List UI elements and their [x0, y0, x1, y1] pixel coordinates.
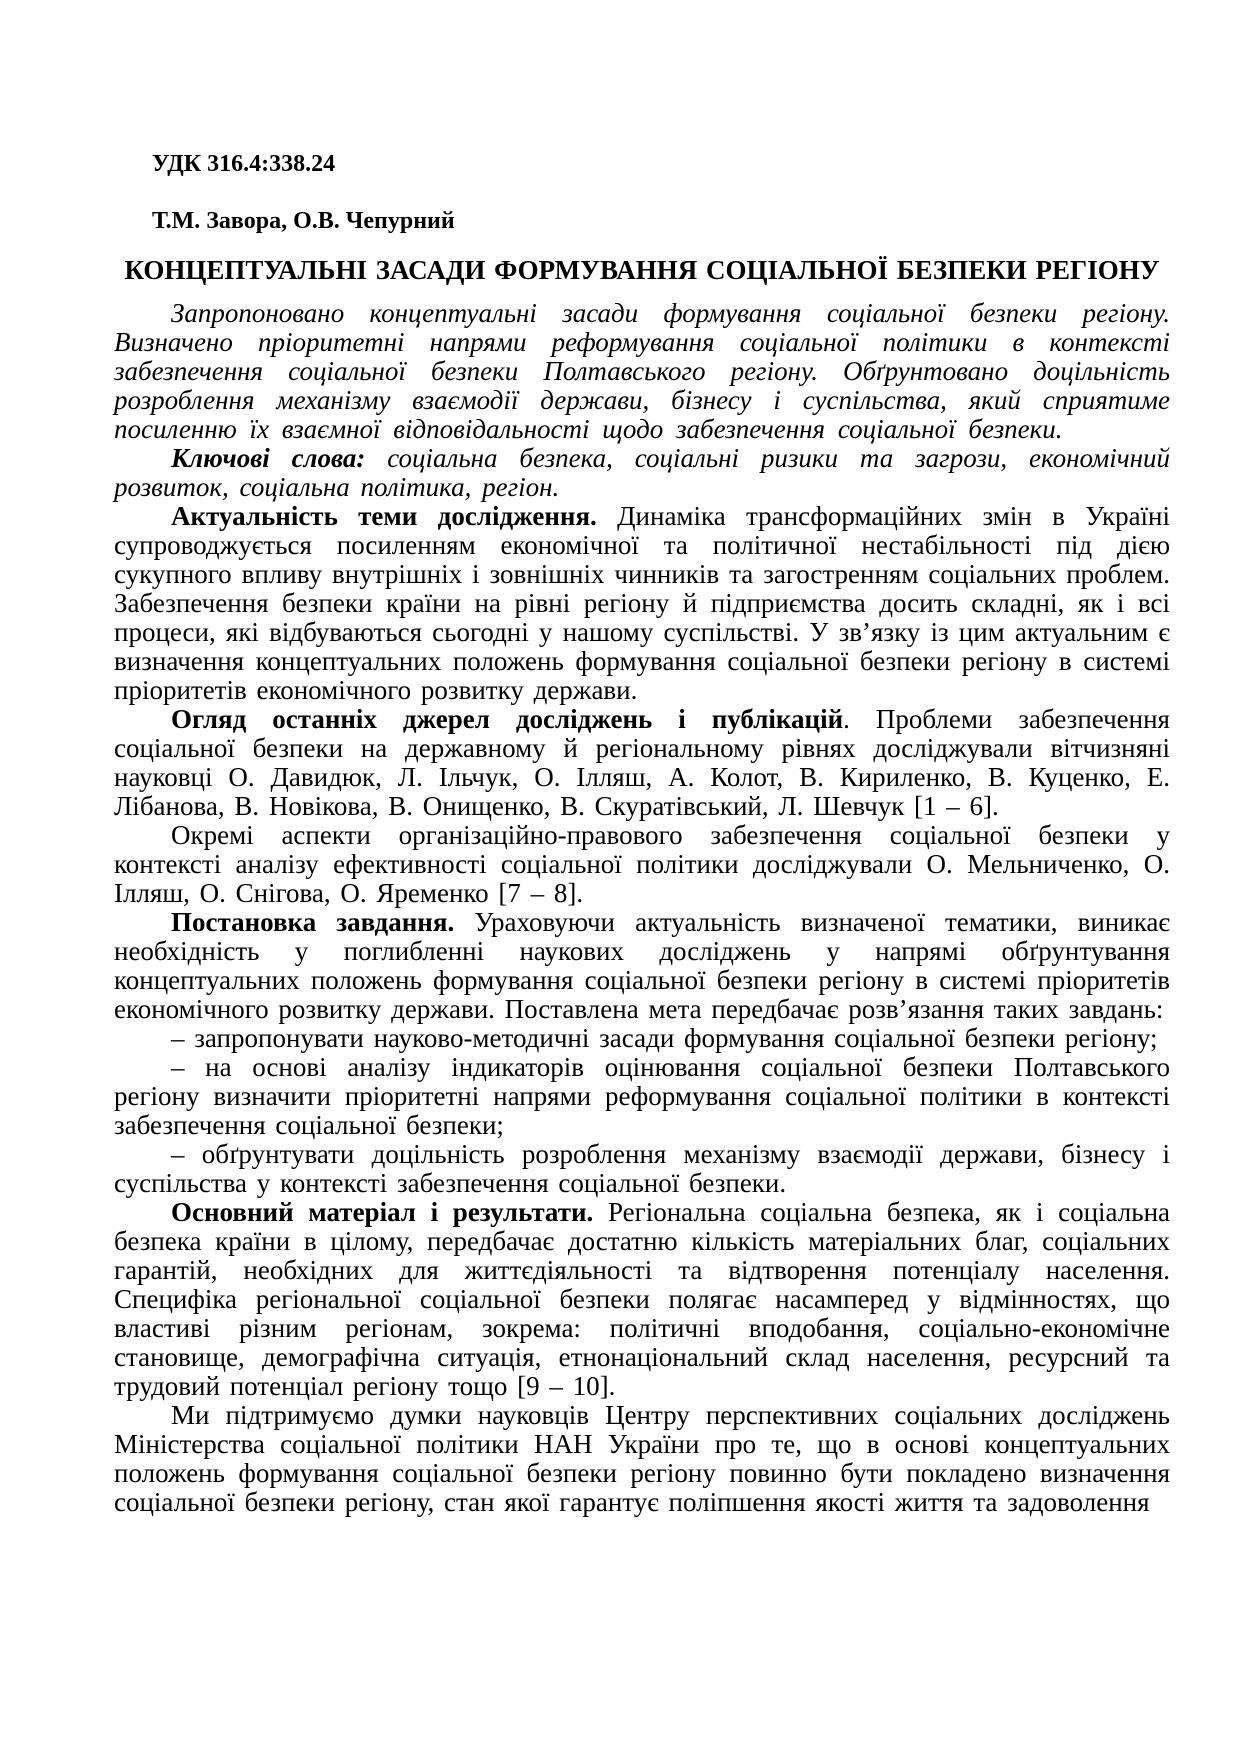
paragraph-support-opinion — [114, 1401, 1170, 1517]
list-item-task-1 — [114, 1024, 1170, 1053]
list-item-task-3 — [114, 1140, 1170, 1198]
paragraph-relevance — [114, 502, 1170, 705]
section-heading-relevance: Актуальність теми дослідження. — [171, 501, 597, 531]
paragraph-text: Регіональна соціальна безпека, як і соціальна безпека країни в цілому, передбачає достатню кількість матеріальних благ, соціальних гарантій, необхідних для життєдіяльності та відтворення потенціалу населення. Специфіка регіональної соціальної безпеки полягає насамперед у відмінностях, що властиві різним регіонам, зокрема: політичні вподобання, соціально-економічне становище, демографічна ситуація, етнонаціональний склад населення, ресурсний та трудовий потенціал регіону тощо [9 – 10]. — [114, 1197, 1170, 1401]
paragraph-text: Ми підтримуємо думки науковців Центру перспективних соціальних досліджень Міністерства соціальної політики НАН України про те, що в основі концептуальних положень формування соціальної безпеки регіону повинно бути покладено визначення соціальної безпеки регіону, стан якої гарантує поліпшення якості життя та задоволення — [114, 1400, 1170, 1517]
abstract-paragraph: Запропоновано концептуальні засади формування соціальної безпеки регіону. Визначено пріоритетні напрями реформування соціальної політики в контексті забезпечення соціальної безпеки Полтавського регіону. Обґрунтовано доцільність розроблення механізму взаємодії держави, бізнесу і суспільства, який сприятиме посиленню їх взаємної відповідальності щодо забезпечення соціальної безпеки. — [114, 298, 1170, 444]
keywords-text: соціальна безпека, соціальні ризики та загрози, економічний розвиток, соціальна політика, регіон. — [114, 443, 1170, 502]
paragraph-text: – обґрунтувати доцільність розроблення механізму взаємодії держави, бізнесу і суспільства у контексті забезпечення соціальної безпеки. — [114, 1139, 1170, 1198]
list-item-task-2 — [114, 1053, 1170, 1140]
paragraph-task-statement — [114, 908, 1170, 1024]
authors-line: Т.М. Завора, О.В. Чепурний — [152, 208, 455, 234]
paragraph-text: – запропонувати науково-методичні засади формування соціальної безпеки регіону; — [171, 1023, 1158, 1053]
section-heading-sources-review: Огляд останніх джерел досліджень і публікацій — [171, 704, 844, 734]
paragraph-text: Ураховуючи актуальність визначеної тематики, виникає необхідність у поглибленні наукових досліджень у напрямі обґрунтування концептуальних положень формування соціальної безпеки регіону в системі пріоритетів економічного розвитку держави. Поставлена мета передбачає розв’язання таких завдань: — [114, 907, 1170, 1024]
paragraph-text: Динаміка трансформаційних змін в Україні супроводжується посиленням економічної та політичної нестабільності під дією сукупного впливу внутрішніх і зовнішніх чинників та загостренням соціальних проблем. Забезпечення безпеки країни на рівні регіону й підприємства досить складні, як і всі процеси, які відбуваються сьогодні у нашому суспільстві. У зв’язку із цим актуальним є визначення концептуальних положень формування соціальної безпеки регіону в системі пріоритетів економічного розвитку держави. — [114, 501, 1170, 705]
section-heading-main-material: Основний матеріал і результати. — [171, 1197, 594, 1227]
paragraph-main-material — [114, 1198, 1170, 1401]
paragraph-text: – на основі аналізу індикаторів оцінювання соціальної безпеки Полтавського регіону визначити пріоритетні напрями реформування соціальної політики в контексті забезпечення соціальної безпеки; — [114, 1052, 1170, 1140]
paragraph-sources-review — [114, 705, 1170, 821]
keywords-label: Ключові слова: — [171, 443, 366, 473]
paragraph-text: . Проблеми забезпечення соціальної безпеки на державному й регіональному рівнях досліджували вітчизняні науковці О. Давидюк, Л. Ільчук, О. Ілляш, А. Колот, В. Кириленко, В. Куценко, Е. Лібанова, В. Новікова, В. Онищенко, В. Скуратівський, Л. Шевчук [1 – 6]. — [114, 704, 1170, 821]
article-title: КОНЦЕПТУАЛЬНІ ЗАСАДИ ФОРМУВАННЯ СОЦІАЛЬНОЇ БЕЗПЕКИ РЕГІОНУ — [124, 255, 1160, 285]
udc-code: УДК 316.4:338.24 — [152, 151, 336, 177]
paragraph-aspects — [114, 821, 1170, 908]
paragraph-text: Окремі аспекти організаційно-правового забезпечення соціальної безпеки у контексті аналізу ефективності соціальної політики досліджували О. Мельниченко, О. Ілляш, О. Снігова, О. Яременко [7 – 8]. — [114, 820, 1170, 908]
keywords-paragraph — [114, 444, 1170, 502]
section-heading-task-statement: Постановка завдання. — [171, 907, 455, 937]
